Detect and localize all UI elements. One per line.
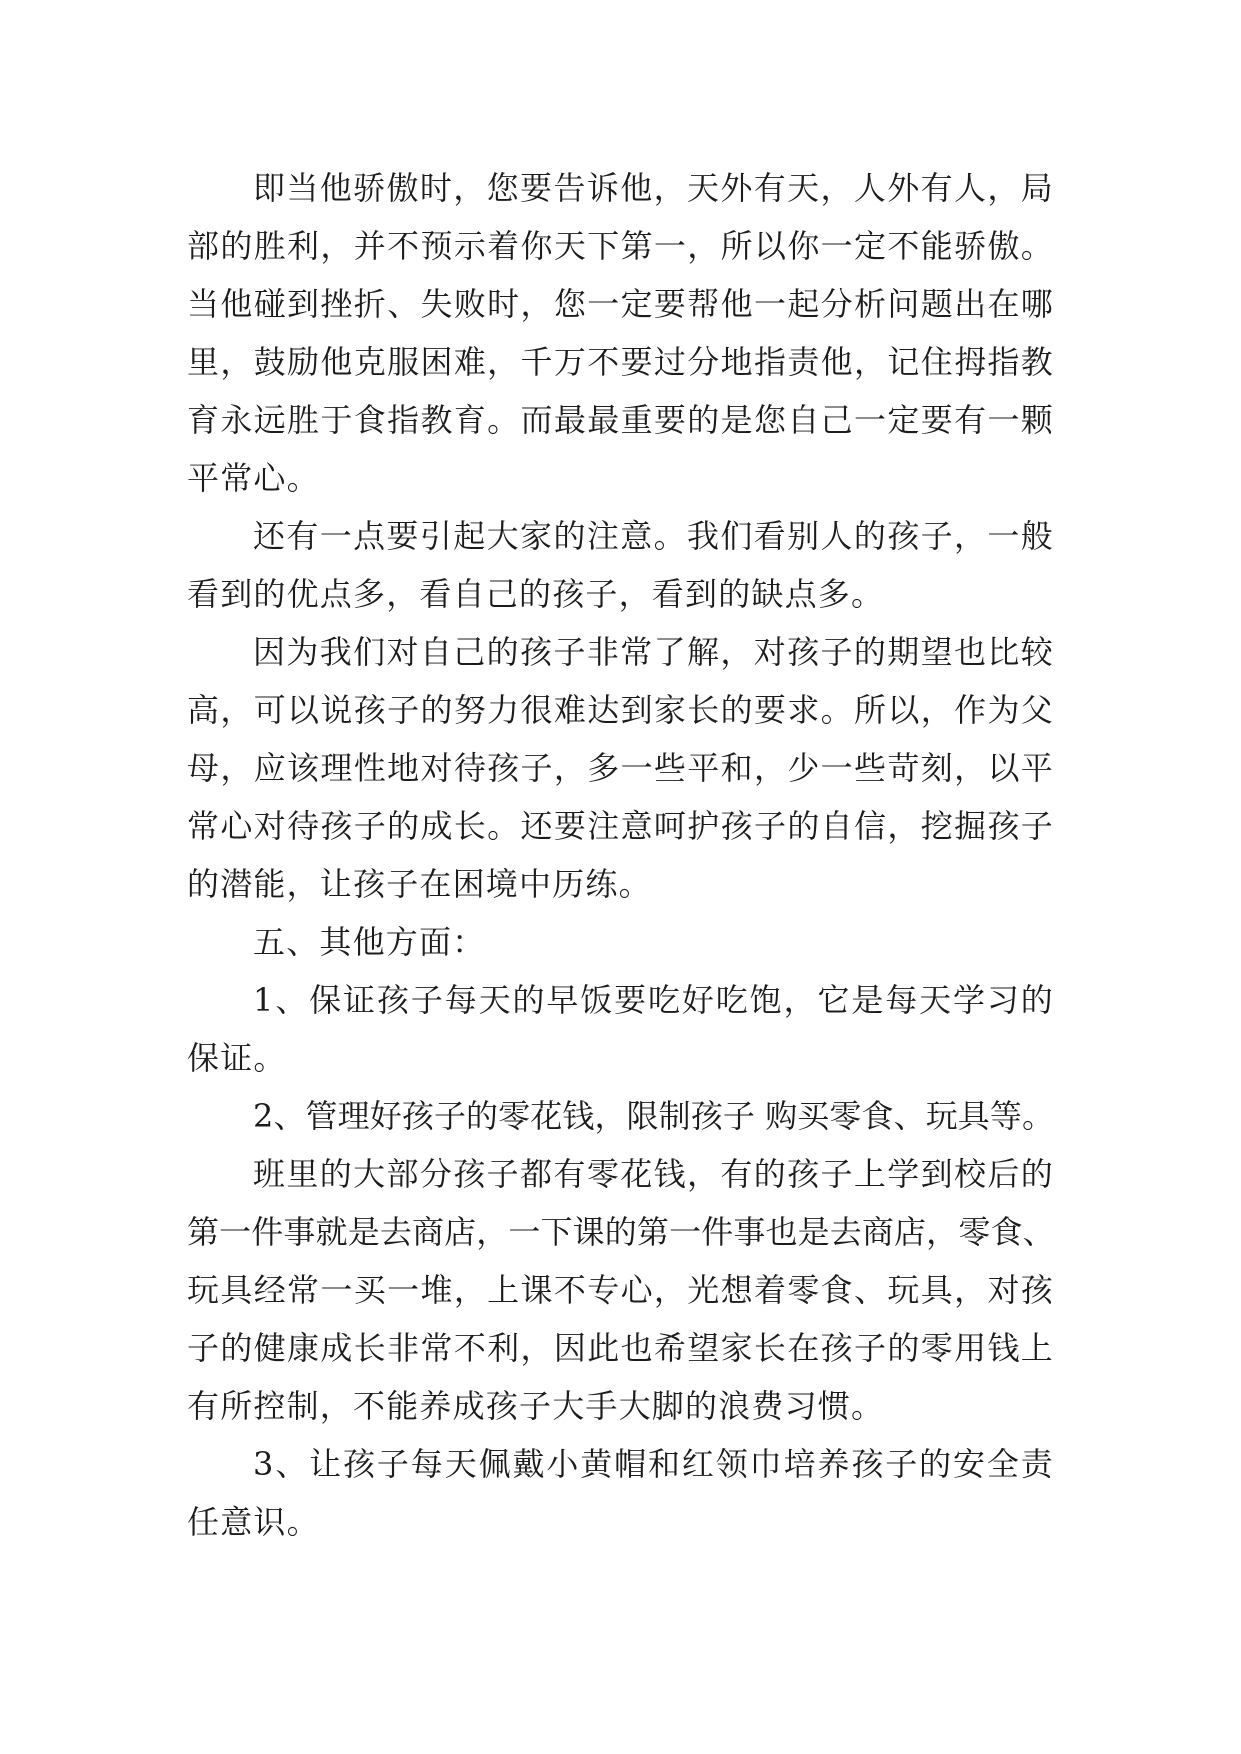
- text-line: 班里的大部分孩子都有零花钱，有的孩子上学到校后的: [253, 1155, 1054, 1193]
- paragraph-pocket-money: [187, 1145, 1054, 1435]
- section-heading-other-aspects: [187, 913, 1054, 971]
- text-line: 高，可以说孩子的努力很难达到家长的要求。所以，作为父: [187, 691, 1054, 729]
- text-line: 看到的优点多，看自己的孩子，看到的缺点多。: [187, 575, 885, 613]
- text-line: 保证。: [187, 1039, 287, 1077]
- text-line: 部的胜利，并不预示着你天下第一，所以你一定不能骄傲。: [187, 227, 1054, 265]
- text-line: 第一件事就是去商店，一下课的第一件事也是去商店，零食、: [187, 1213, 1054, 1251]
- text-line: 育永远胜于食指教育。而最最重要的是您自己一定要有一颗: [187, 401, 1054, 439]
- text-line: 2、管理好孩子的零花钱，限制孩子 购买零食、玩具等。: [253, 1097, 1054, 1135]
- text-line: 的潜能，让孩子在困境中历练。: [187, 865, 652, 903]
- list-item-2: [187, 1087, 1054, 1145]
- list-item-1: [187, 971, 1054, 1087]
- text-line: 任意识。: [187, 1503, 320, 1541]
- section-heading: 五、其他方面：: [253, 923, 486, 961]
- text-line: 母，应该理性地对待孩子，多一些平和，少一些苛刻，以平: [187, 749, 1054, 787]
- text-line: 1、保证孩子每天的早饭要吃好吃饱，它是每天学习的: [253, 981, 1054, 1019]
- paragraph-pride-and-setbacks: [187, 159, 1054, 507]
- paragraph-expectations: [187, 623, 1054, 913]
- text-line: 有所控制，不能养成孩子大手大脚的浪费习惯。: [187, 1387, 885, 1425]
- document-body: [187, 159, 1054, 1551]
- text-line: 里，鼓励他克服困难，千万不要过分地指责他，记住拇指教: [187, 343, 1054, 381]
- text-line: 当他碰到挫折、失败时，您一定要帮他一起分析问题出在哪: [187, 285, 1054, 323]
- text-line: 因为我们对自己的孩子非常了解，对孩子的期望也比较: [253, 633, 1054, 671]
- text-line: 平常心。: [187, 459, 320, 497]
- text-line: 还有一点要引起大家的注意。我们看别人的孩子，一般: [253, 517, 1054, 555]
- text-line: 常心对待孩子的成长。还要注意呵护孩子的自信，挖掘孩子: [187, 807, 1054, 845]
- list-item-3: [187, 1435, 1054, 1551]
- text-line: 即当他骄傲时，您要告诉他，天外有天，人外有人，局: [253, 169, 1054, 207]
- text-line: 3、让孩子每天佩戴小黄帽和红领巾培养孩子的安全责: [253, 1445, 1054, 1483]
- paragraph-attention: [187, 507, 1054, 623]
- text-line: 玩具经常一买一堆，上课不专心，光想着零食、玩具，对孩: [187, 1271, 1054, 1309]
- text-line: 子的健康成长非常不利，因此也希望家长在孩子的零用钱上: [187, 1329, 1054, 1367]
